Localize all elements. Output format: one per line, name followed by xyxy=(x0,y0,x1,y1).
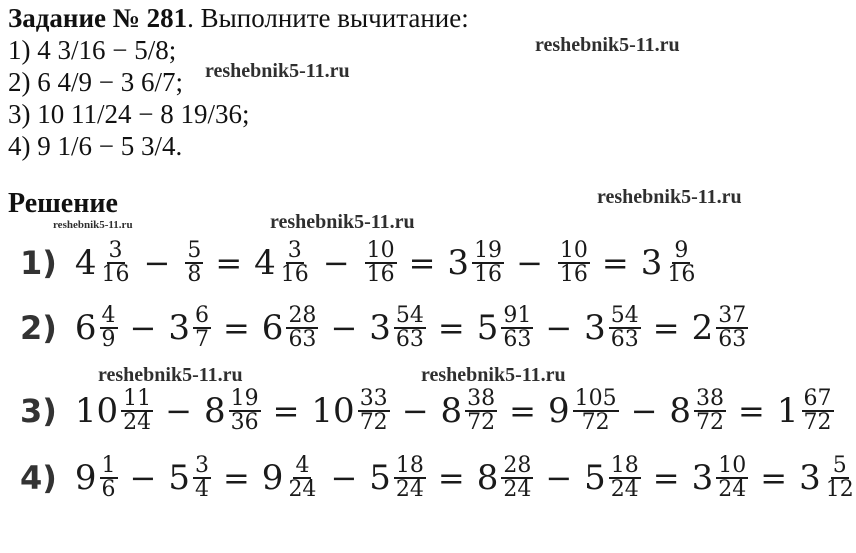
numerator: 6 xyxy=(194,303,209,328)
numerator: 10 xyxy=(366,238,395,263)
task-title: Задание № 281 xyxy=(8,3,188,33)
operator: − xyxy=(129,309,157,347)
whole-part: 8 xyxy=(476,458,499,498)
denominator: 72 xyxy=(581,410,610,435)
operator: = xyxy=(437,459,465,497)
whole-part: 6 xyxy=(261,308,284,348)
mixed-number xyxy=(584,455,641,501)
mixed-number xyxy=(311,388,389,434)
fraction xyxy=(229,388,261,434)
operator: = xyxy=(760,459,788,497)
watermark: reshebnik5-11.ru xyxy=(270,211,415,233)
numerator: 33 xyxy=(359,386,388,411)
solution-line-2 xyxy=(20,305,748,351)
operator: − xyxy=(330,459,358,497)
whole-part: 5 xyxy=(584,458,606,498)
numerator: 3 xyxy=(194,453,209,478)
numerator: 4 xyxy=(101,303,116,328)
solution-line-1 xyxy=(20,240,697,286)
numerator: 54 xyxy=(610,303,639,328)
watermark: reshebnik5-11.ru xyxy=(53,219,133,231)
solution-line-3 xyxy=(20,388,834,434)
denominator: 12 xyxy=(825,477,854,502)
numerator: 38 xyxy=(696,386,725,411)
whole-part: 3 xyxy=(640,243,663,283)
mixed-number xyxy=(182,240,203,286)
fraction xyxy=(802,388,834,434)
operator: = xyxy=(437,309,465,347)
mixed-number xyxy=(362,240,397,286)
denominator: 8 xyxy=(187,262,202,287)
mixed-number xyxy=(369,305,426,351)
mixed-number xyxy=(799,455,856,501)
fraction xyxy=(394,305,426,351)
whole-part: 9 xyxy=(547,391,570,431)
numerator: 18 xyxy=(610,453,639,478)
mixed-number xyxy=(75,388,153,434)
mixed-number xyxy=(262,455,319,501)
fraction xyxy=(279,240,311,286)
whole-part: 8 xyxy=(203,391,226,431)
denominator: 4 xyxy=(194,477,209,502)
whole-part: 6 xyxy=(74,308,97,348)
operator: − xyxy=(630,392,658,430)
numerator: 28 xyxy=(288,303,317,328)
fraction xyxy=(465,388,497,434)
fraction xyxy=(365,240,397,286)
task-title-line xyxy=(8,2,469,34)
mixed-number xyxy=(168,305,211,351)
operator: = xyxy=(222,309,250,347)
mixed-number xyxy=(75,305,118,351)
numerator: 5 xyxy=(187,238,202,263)
denominator: 16 xyxy=(101,262,130,287)
mixed-number xyxy=(369,455,426,501)
denominator: 16 xyxy=(366,262,395,287)
whole-part: 3 xyxy=(584,308,606,348)
operator: = xyxy=(601,244,629,282)
denominator: 63 xyxy=(503,327,532,352)
solution-number: 2) xyxy=(20,309,57,347)
fraction xyxy=(193,455,211,501)
fraction xyxy=(358,388,390,434)
fraction xyxy=(193,305,211,351)
denominator: 24 xyxy=(718,477,747,502)
fraction xyxy=(558,240,590,286)
operator: − xyxy=(129,459,157,497)
task-item: 4) 9 1/6 − 5 3/4. xyxy=(8,131,183,161)
numerator: 3 xyxy=(287,238,302,263)
mixed-number xyxy=(692,305,749,351)
denominator: 24 xyxy=(395,477,424,502)
denominator: 63 xyxy=(288,327,317,352)
fraction xyxy=(609,455,641,501)
denominator: 16 xyxy=(559,262,588,287)
fraction xyxy=(286,305,318,351)
operator: − xyxy=(322,244,350,282)
fraction xyxy=(665,240,697,286)
operator: − xyxy=(330,309,358,347)
numerator: 3 xyxy=(108,238,123,263)
denominator: 24 xyxy=(610,477,639,502)
whole-part: 9 xyxy=(74,458,97,498)
mixed-number xyxy=(204,388,261,434)
solution-line-4 xyxy=(20,455,856,501)
mixed-number xyxy=(641,240,698,286)
mixed-number xyxy=(548,388,619,434)
mixed-number xyxy=(669,388,726,434)
denominator: 16 xyxy=(280,262,309,287)
denominator: 9 xyxy=(101,327,116,352)
operator: = xyxy=(509,392,536,430)
denominator: 63 xyxy=(718,327,747,352)
numerator: 54 xyxy=(395,303,424,328)
task-item: 1) 4 3/16 − 5/8; xyxy=(8,35,177,65)
numerator: 11 xyxy=(123,386,152,411)
mixed-number xyxy=(75,240,132,286)
numerator: 10 xyxy=(718,453,747,478)
whole-part: 3 xyxy=(369,308,391,348)
fraction xyxy=(394,455,426,501)
operator: = xyxy=(222,459,250,497)
whole-part: 8 xyxy=(669,391,692,431)
mixed-number xyxy=(441,388,498,434)
fraction xyxy=(609,305,641,351)
operator: = xyxy=(652,309,680,347)
fraction xyxy=(824,455,856,501)
fraction xyxy=(185,240,203,286)
mixed-number xyxy=(692,455,749,501)
operator: − xyxy=(143,244,171,282)
denominator: 36 xyxy=(230,410,259,435)
whole-part: 5 xyxy=(369,458,391,498)
whole-part: 5 xyxy=(168,458,190,498)
operator: − xyxy=(545,309,573,347)
denominator: 72 xyxy=(696,410,725,435)
watermark: reshebnik5-11.ru xyxy=(205,60,350,82)
fraction xyxy=(573,388,619,434)
fraction xyxy=(100,240,132,286)
watermark: reshebnik5-11.ru xyxy=(98,364,243,386)
denominator: 24 xyxy=(288,477,317,502)
mixed-number xyxy=(447,240,504,286)
mixed-number xyxy=(584,305,641,351)
operator: − xyxy=(545,459,573,497)
task-item: 3) 10 11/24 − 8 19/36; xyxy=(8,99,250,129)
whole-part: 5 xyxy=(476,308,499,348)
numerator: 67 xyxy=(803,386,832,411)
whole-part: 4 xyxy=(254,243,276,283)
operator: − xyxy=(165,392,192,430)
numerator: 5 xyxy=(832,453,847,478)
fraction xyxy=(716,305,748,351)
numerator: 1 xyxy=(101,453,116,478)
denominator: 63 xyxy=(395,327,424,352)
denominator: 24 xyxy=(503,477,532,502)
mixed-number xyxy=(254,240,311,286)
mixed-number xyxy=(477,305,534,351)
solution-number: 3) xyxy=(20,392,57,430)
operator: − xyxy=(516,244,543,282)
denominator: 72 xyxy=(803,410,832,435)
whole-part: 3 xyxy=(168,308,190,348)
denominator: 72 xyxy=(467,410,496,435)
operator: = xyxy=(408,244,436,282)
watermark: reshebnik5-11.ru xyxy=(535,34,680,56)
numerator: 28 xyxy=(503,453,532,478)
whole-part: 10 xyxy=(74,391,119,431)
numerator: 4 xyxy=(295,453,310,478)
numerator: 18 xyxy=(395,453,424,478)
whole-part: 4 xyxy=(74,243,97,283)
operator: = xyxy=(738,392,765,430)
solution-number: 4) xyxy=(20,459,57,497)
fraction xyxy=(716,455,748,501)
fraction xyxy=(501,455,533,501)
solution-number: 1) xyxy=(20,244,57,282)
fraction xyxy=(100,455,118,501)
mixed-number xyxy=(477,455,534,501)
numerator: 37 xyxy=(718,303,747,328)
mixed-number xyxy=(75,455,118,501)
denominator: 72 xyxy=(359,410,388,435)
denominator: 7 xyxy=(194,327,209,352)
numerator: 105 xyxy=(574,386,617,411)
denominator: 63 xyxy=(610,327,639,352)
solution-heading: Решение xyxy=(8,188,118,219)
watermark: reshebnik5-11.ru xyxy=(597,186,742,208)
operator: = xyxy=(272,392,300,430)
task-instruction: . Выполните вычитание: xyxy=(187,3,469,33)
denominator: 24 xyxy=(123,410,152,435)
whole-part: 3 xyxy=(799,458,821,498)
numerator: 9 xyxy=(674,238,689,263)
fraction xyxy=(694,388,726,434)
numerator: 38 xyxy=(467,386,496,411)
task-item: 2) 6 4/9 − 3 6/7; xyxy=(8,67,183,97)
mixed-number xyxy=(555,240,590,286)
watermark: reshebnik5-11.ru xyxy=(421,364,566,386)
numerator: 10 xyxy=(559,238,588,263)
operator: = xyxy=(652,459,680,497)
whole-part: 8 xyxy=(440,391,463,431)
denominator: 6 xyxy=(101,477,116,502)
fraction xyxy=(501,305,533,351)
fraction xyxy=(286,455,318,501)
denominator: 16 xyxy=(667,262,696,287)
numerator: 91 xyxy=(503,303,532,328)
whole-part: 2 xyxy=(691,308,714,348)
whole-part: 1 xyxy=(776,391,799,431)
fraction xyxy=(100,305,118,351)
whole-part: 3 xyxy=(447,243,470,283)
fraction xyxy=(472,240,504,286)
numerator: 19 xyxy=(474,238,503,263)
operator: − xyxy=(401,392,429,430)
denominator: 16 xyxy=(474,262,503,287)
fraction xyxy=(121,388,153,434)
whole-part: 9 xyxy=(261,458,284,498)
mixed-number xyxy=(777,388,834,434)
mixed-number xyxy=(168,455,211,501)
mixed-number xyxy=(262,305,319,351)
whole-part: 3 xyxy=(691,458,714,498)
whole-part: 10 xyxy=(311,391,355,431)
operator: = xyxy=(215,244,243,282)
numerator: 19 xyxy=(230,386,259,411)
